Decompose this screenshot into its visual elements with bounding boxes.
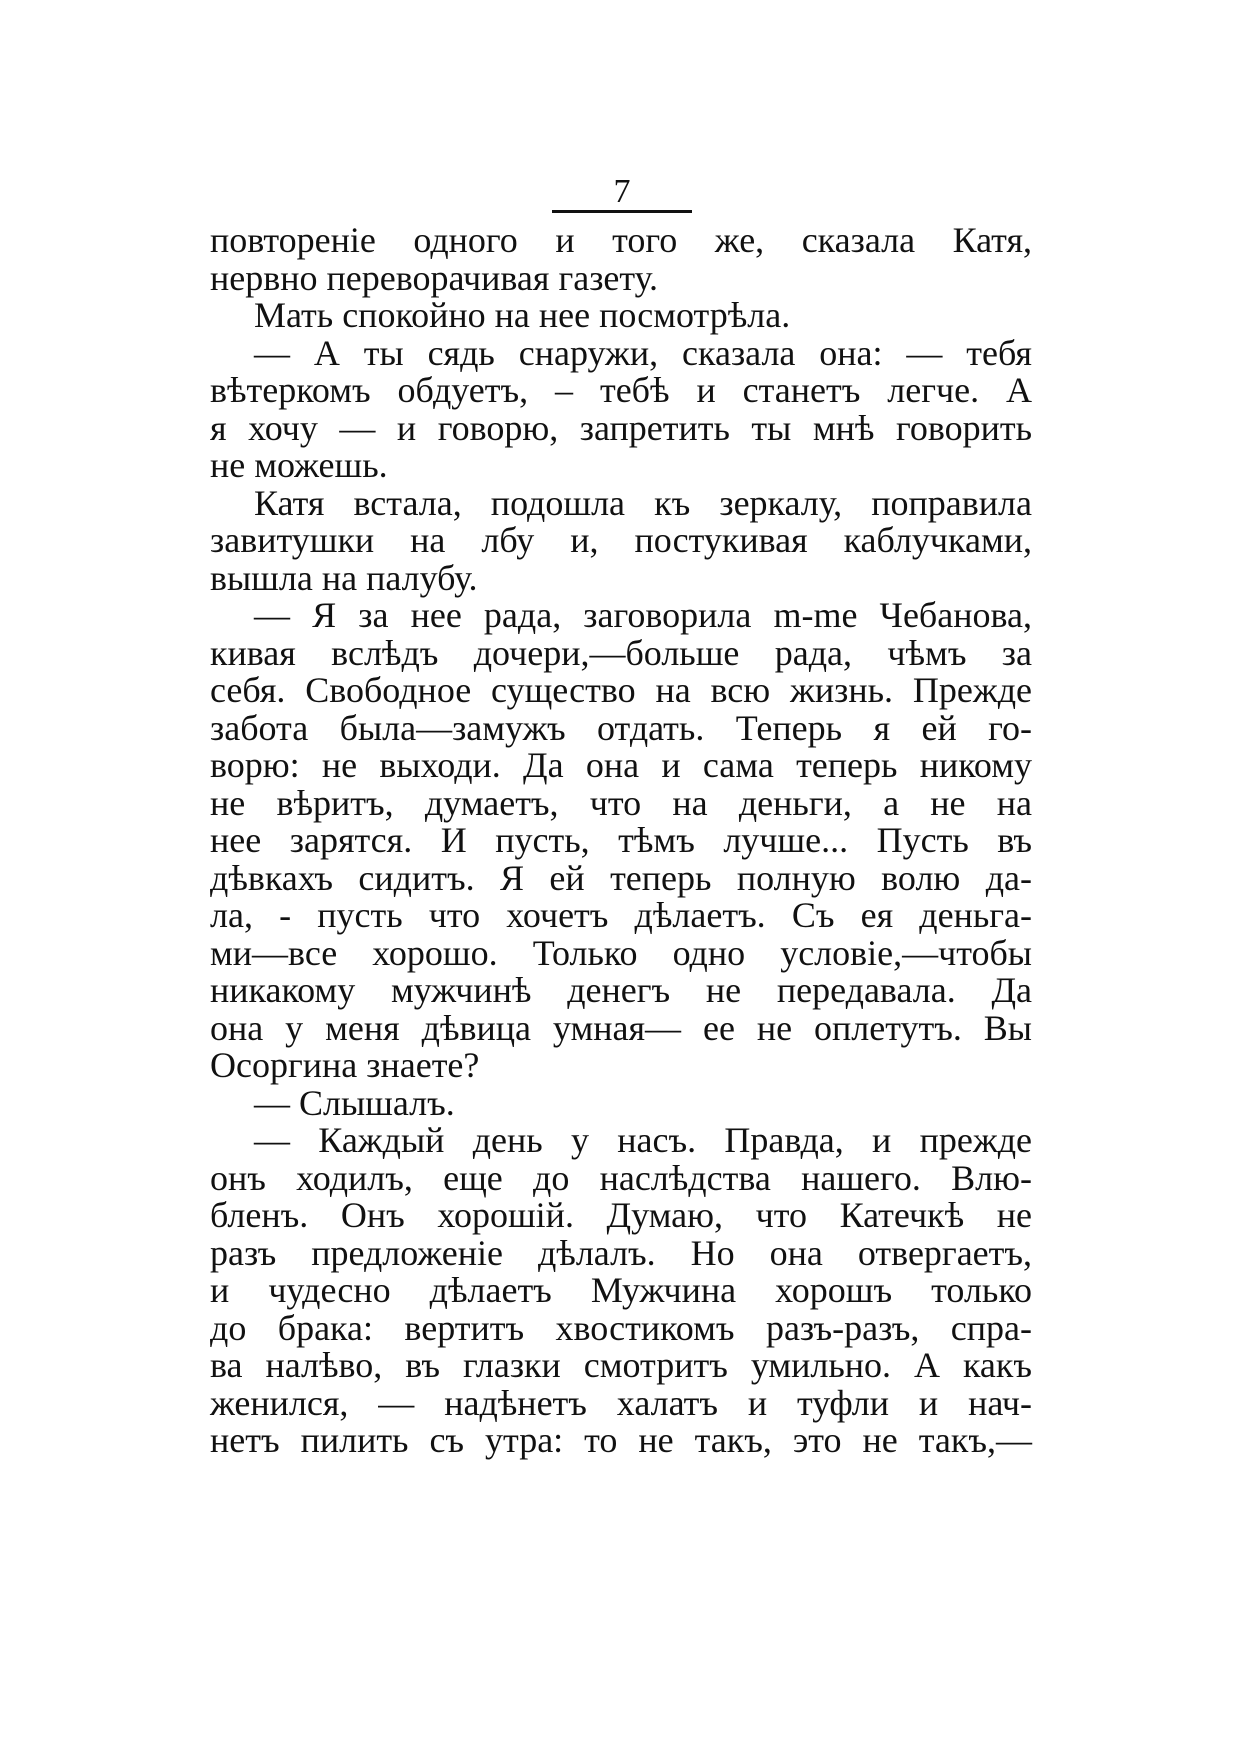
text-line: женился, — надѣнетъ халатъ и туфли и нач-	[210, 1382, 1032, 1423]
text-line: нетъ пилить съ утра: то не такъ, это не такъ,—	[210, 1420, 1032, 1460]
text-line: ми—все хорошо. Только одно условiе,—чтобы	[210, 932, 1032, 973]
text-line: никакому мужчинѣ денегъ не передавала. Да	[210, 970, 1032, 1010]
text-line: — Я за нее рада, заговорила m-me Чебанова,	[254, 595, 1032, 635]
text-line: не вѣритъ, думаетъ, что на деньги, а не на	[210, 782, 1032, 823]
page-number-rule	[552, 210, 692, 213]
text-line: — А ты сядь снаружи, сказала она: — тебя	[254, 332, 1032, 373]
text-line: ва налѣво, въ глазки смотритъ умильно. А какъ	[210, 1345, 1032, 1385]
text-line: Мать спокойно на нее посмотрѣла.	[254, 295, 791, 335]
text-line: — Слышалъ.	[254, 1082, 455, 1123]
text-line: вышла на палубу.	[210, 557, 478, 598]
text-line: нее зарятся. И пусть, тѣмъ лучше... Пусть въ	[210, 820, 1032, 860]
text-line: повторенiе одного и того же, сказала Катя,	[210, 220, 1032, 260]
text-line: забота была—замужъ отдать. Теперь я ей го-	[210, 707, 1032, 748]
text-line: вѣтеркомъ обдуетъ, – тебѣ и станетъ легче. А	[210, 370, 1032, 410]
text-line: — Каждый день у насъ. Правда, и прежде	[254, 1120, 1032, 1160]
text-line: кивая вслѣдъ дочери,—больше рада, чѣмъ за	[210, 632, 1032, 673]
text-line: бленъ. Онъ хорошiй. Думаю, что Катечкѣ не	[210, 1195, 1032, 1235]
text-line: онъ ходилъ, еще до наслѣдства нашего. Влю-	[210, 1157, 1032, 1198]
text-line: Осоргина знаете?	[210, 1045, 480, 1085]
text-line: ворю: не выходи. Да она и сама теперь никому	[210, 745, 1032, 785]
text-line: я хочу — и говорю, запретить ты мнѣ говорить	[210, 407, 1032, 448]
text-line: и чудесно дѣлаетъ Мужчина хорошъ только	[210, 1270, 1032, 1310]
text-line: дѣвкахъ сидитъ. Я ей теперь полную волю да-	[210, 857, 1032, 898]
text-line: до брака: вертитъ хвостикомъ разъ-разъ, спра-	[210, 1307, 1032, 1348]
text-line: ла, - пусть что хочетъ дѣлаетъ. Съ ея деньга-	[210, 895, 1032, 935]
text-line: нервно переворачивая газету.	[210, 257, 659, 298]
text-line: себя. Свободное существо на всю жизнь. Прежде	[210, 670, 1032, 710]
text-line: разъ предложенiе дѣлалъ. Но она отвергаетъ,	[210, 1232, 1032, 1273]
page-number: 7	[613, 173, 631, 210]
text-line: Катя встала, подошла къ зеркалу, поправила	[254, 482, 1032, 523]
text-line: не можешь.	[210, 445, 388, 485]
body-text	[210, 222, 1032, 1460]
text-line: она у меня дѣвица умная— ее не оплетутъ. Вы	[210, 1007, 1032, 1048]
text-line: завитушки на лбу и, постукивая каблучками,	[210, 520, 1032, 560]
